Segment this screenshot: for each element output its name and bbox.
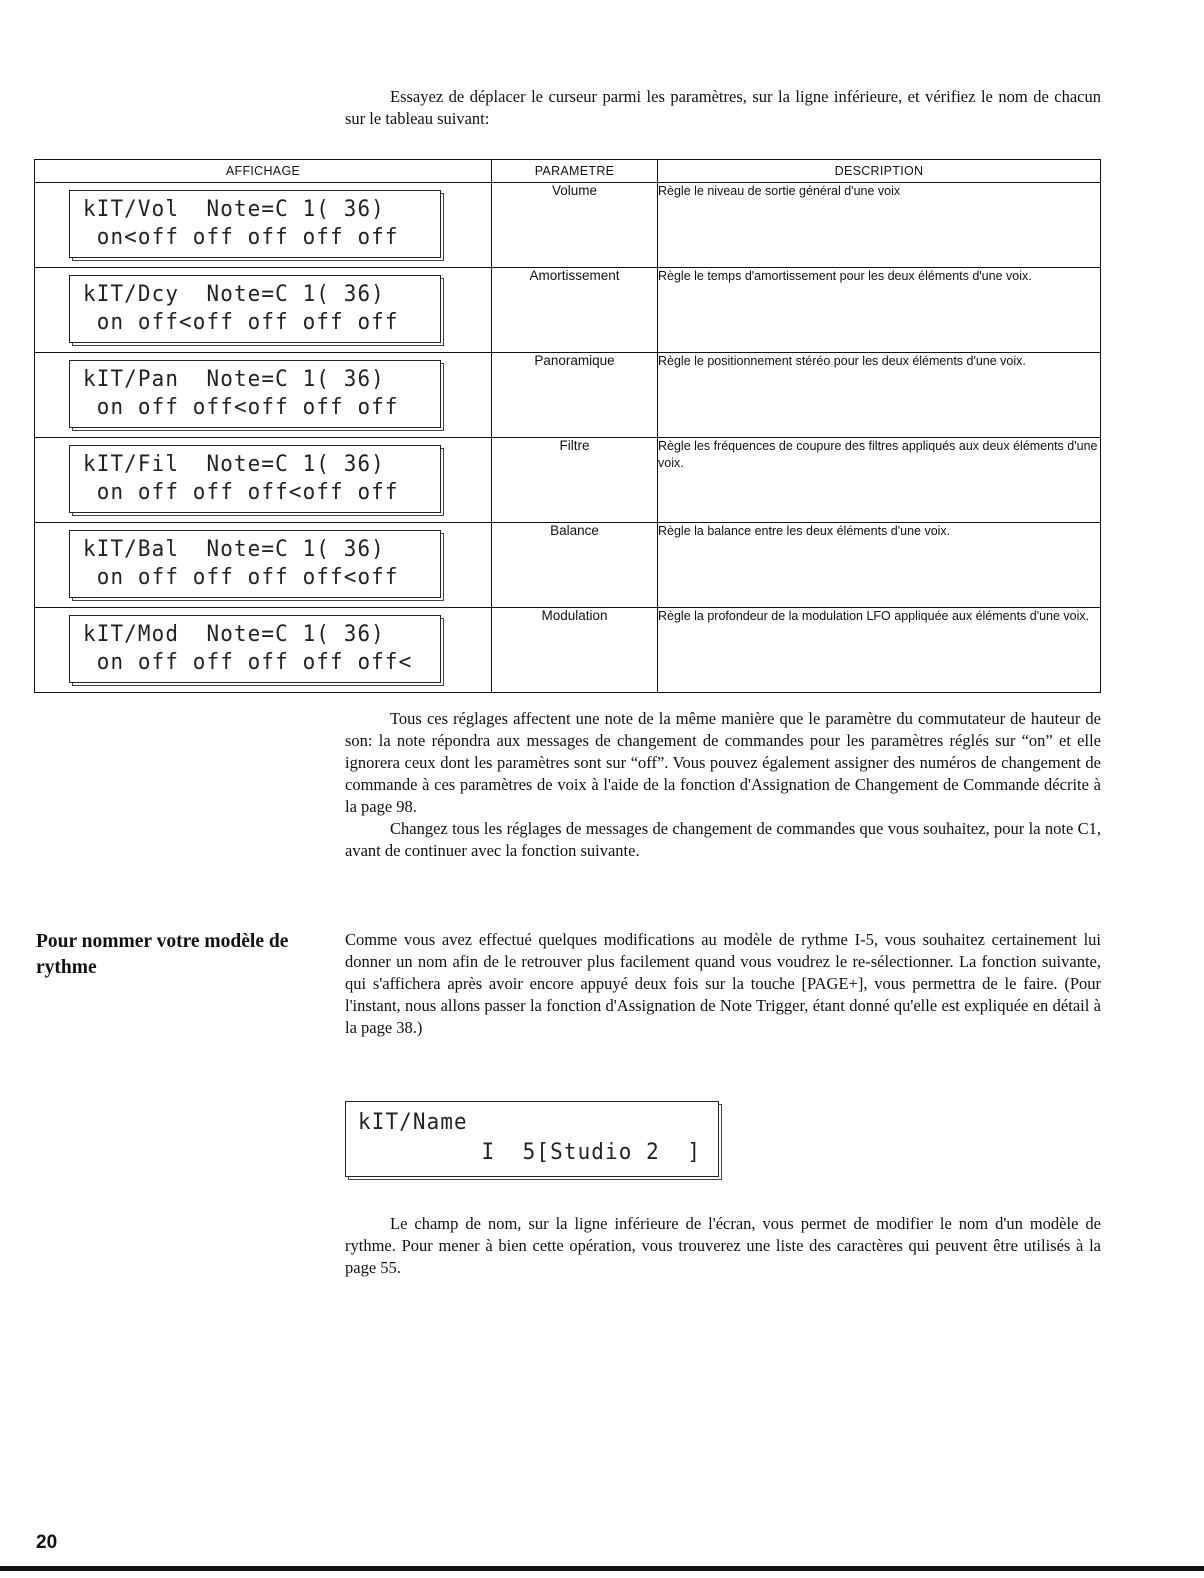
- lcd-line-2: on off off off off off<: [83, 650, 413, 675]
- parameter-cell: Panoramique: [492, 353, 658, 438]
- header-affichage: AFFICHAGE: [35, 160, 492, 183]
- intro-text: Essayez de déplacer le curseur parmi les paramètres, sur la ligne inférieure, et vérifiez le nom de chacun sur le tableau suivant:: [345, 87, 1101, 128]
- display-cell: [35, 608, 492, 693]
- table-row: [35, 353, 1101, 438]
- body-paragraph-2: Changez tous les réglages de messages de changement de commandes que vous souhaitez, pour la note C1, avant de continuer avec la fonction suivante.: [345, 819, 1101, 860]
- display-cell: [35, 438, 492, 523]
- body-paragraph-4: Le champ de nom, sur la ligne inférieure de l'écran, vous permet de modifier le nom d'un modèle de rythme. Pour mener à bien cette opération, vous trouverez une liste des caractères qui peuvent être utilisés à la page 55.: [345, 1214, 1101, 1277]
- description-cell: Règle la balance entre les deux éléments d'une voix.: [658, 523, 1101, 608]
- section-heading: Pour nommer votre modèle de rythme: [36, 931, 289, 978]
- intro-paragraph: [345, 86, 1101, 130]
- name-lcd-line-2: I 5[Studio 2 ]: [358, 1140, 702, 1165]
- display-cell: [35, 183, 492, 268]
- lcd-display: [69, 360, 441, 428]
- table-header-row: [35, 160, 1101, 183]
- body-paragraphs: [345, 708, 1101, 862]
- lcd-line-1: kIT/Pan Note=C 1( 36): [83, 367, 385, 392]
- table-row: [35, 523, 1101, 608]
- display-cell: [35, 268, 492, 353]
- parameter-table: [34, 159, 1101, 693]
- closing-paragraph: [345, 1213, 1101, 1279]
- lcd-line-1: kIT/Mod Note=C 1( 36): [83, 622, 385, 647]
- table-row: [35, 608, 1101, 693]
- parameter-cell: Filtre: [492, 438, 658, 523]
- name-lcd-line-1: kIT/Name: [358, 1110, 468, 1135]
- display-cell: [35, 523, 492, 608]
- footer-rule: [0, 1566, 1204, 1571]
- description-cell: Règle la profondeur de la modulation LFO appliquée aux éléments d'une voix.: [658, 608, 1101, 693]
- parameter-cell: Amortissement: [492, 268, 658, 353]
- lcd-line-2: on<off off off off off: [83, 225, 399, 250]
- parameter-cell: Modulation: [492, 608, 658, 693]
- lcd-line-2: on off off<off off off: [83, 395, 399, 420]
- name-lcd-display: [345, 1101, 719, 1177]
- table-row: [35, 183, 1101, 268]
- description-cell: Règle les fréquences de coupure des filtres appliqués aux deux éléments d'une voix.: [658, 438, 1101, 523]
- header-description: DESCRIPTION: [658, 160, 1101, 183]
- lcd-display: [69, 615, 441, 683]
- display-cell: [35, 353, 492, 438]
- parameter-cell: Balance: [492, 523, 658, 608]
- section-paragraph: [345, 929, 1101, 1039]
- table-row: [35, 438, 1101, 523]
- lcd-line-1: kIT/Vol Note=C 1( 36): [83, 197, 385, 222]
- lcd-line-1: kIT/Bal Note=C 1( 36): [83, 537, 385, 562]
- parameter-cell: Volume: [492, 183, 658, 268]
- description-cell: Règle le niveau de sortie général d'une voix: [658, 183, 1101, 268]
- table-row: [35, 268, 1101, 353]
- lcd-display: [69, 530, 441, 598]
- lcd-line-1: kIT/Fil Note=C 1( 36): [83, 452, 385, 477]
- page-number: 20: [36, 1532, 58, 1553]
- description-cell: Règle le temps d'amortissement pour les deux éléments d'une voix.: [658, 268, 1101, 353]
- lcd-line-1: kIT/Dcy Note=C 1( 36): [83, 282, 385, 307]
- lcd-display: [69, 445, 441, 513]
- lcd-line-2: on off off off off<off: [83, 565, 399, 590]
- lcd-line-2: on off off off<off off: [83, 480, 399, 505]
- header-parametre: PARAMETRE: [492, 160, 658, 183]
- description-cell: Règle le positionnement stéréo pour les deux éléments d'une voix.: [658, 353, 1101, 438]
- lcd-display: [69, 190, 441, 258]
- body-paragraph-1: Tous ces réglages affectent une note de la même manière que le paramètre du commutateur de hauteur de son: la note répondra aux messages de changement de commandes pour les paramètres réglés sur “on” et elle ignorera ceux dont les paramètres sont sur “off”. Vous pouvez également assigner des numéros de changement de commande à ces paramètres de voix à l'aide de la fonction d'Assignation de Changement de Commande décrite à la page 98.: [345, 709, 1101, 816]
- lcd-display: [69, 275, 441, 343]
- body-paragraph-3: Comme vous avez effectué quelques modifications au modèle de rythme I-5, vous souhaitez certainement lui donner un nom afin de le retrouver plus facilement quand vous voudrez le re-sélectionner. La fonction suivante, qui s'affichera après avoir encore appuyé deux fois sur la touche [PAGE+], vous permettra de le faire. (Pour l'instant, nous allons passer la fonction d'Assignation de Note Trigger, étant donné qu'elle est expliquée en détail à la page 38.): [345, 930, 1101, 1037]
- lcd-line-2: on off<off off off off: [83, 310, 399, 335]
